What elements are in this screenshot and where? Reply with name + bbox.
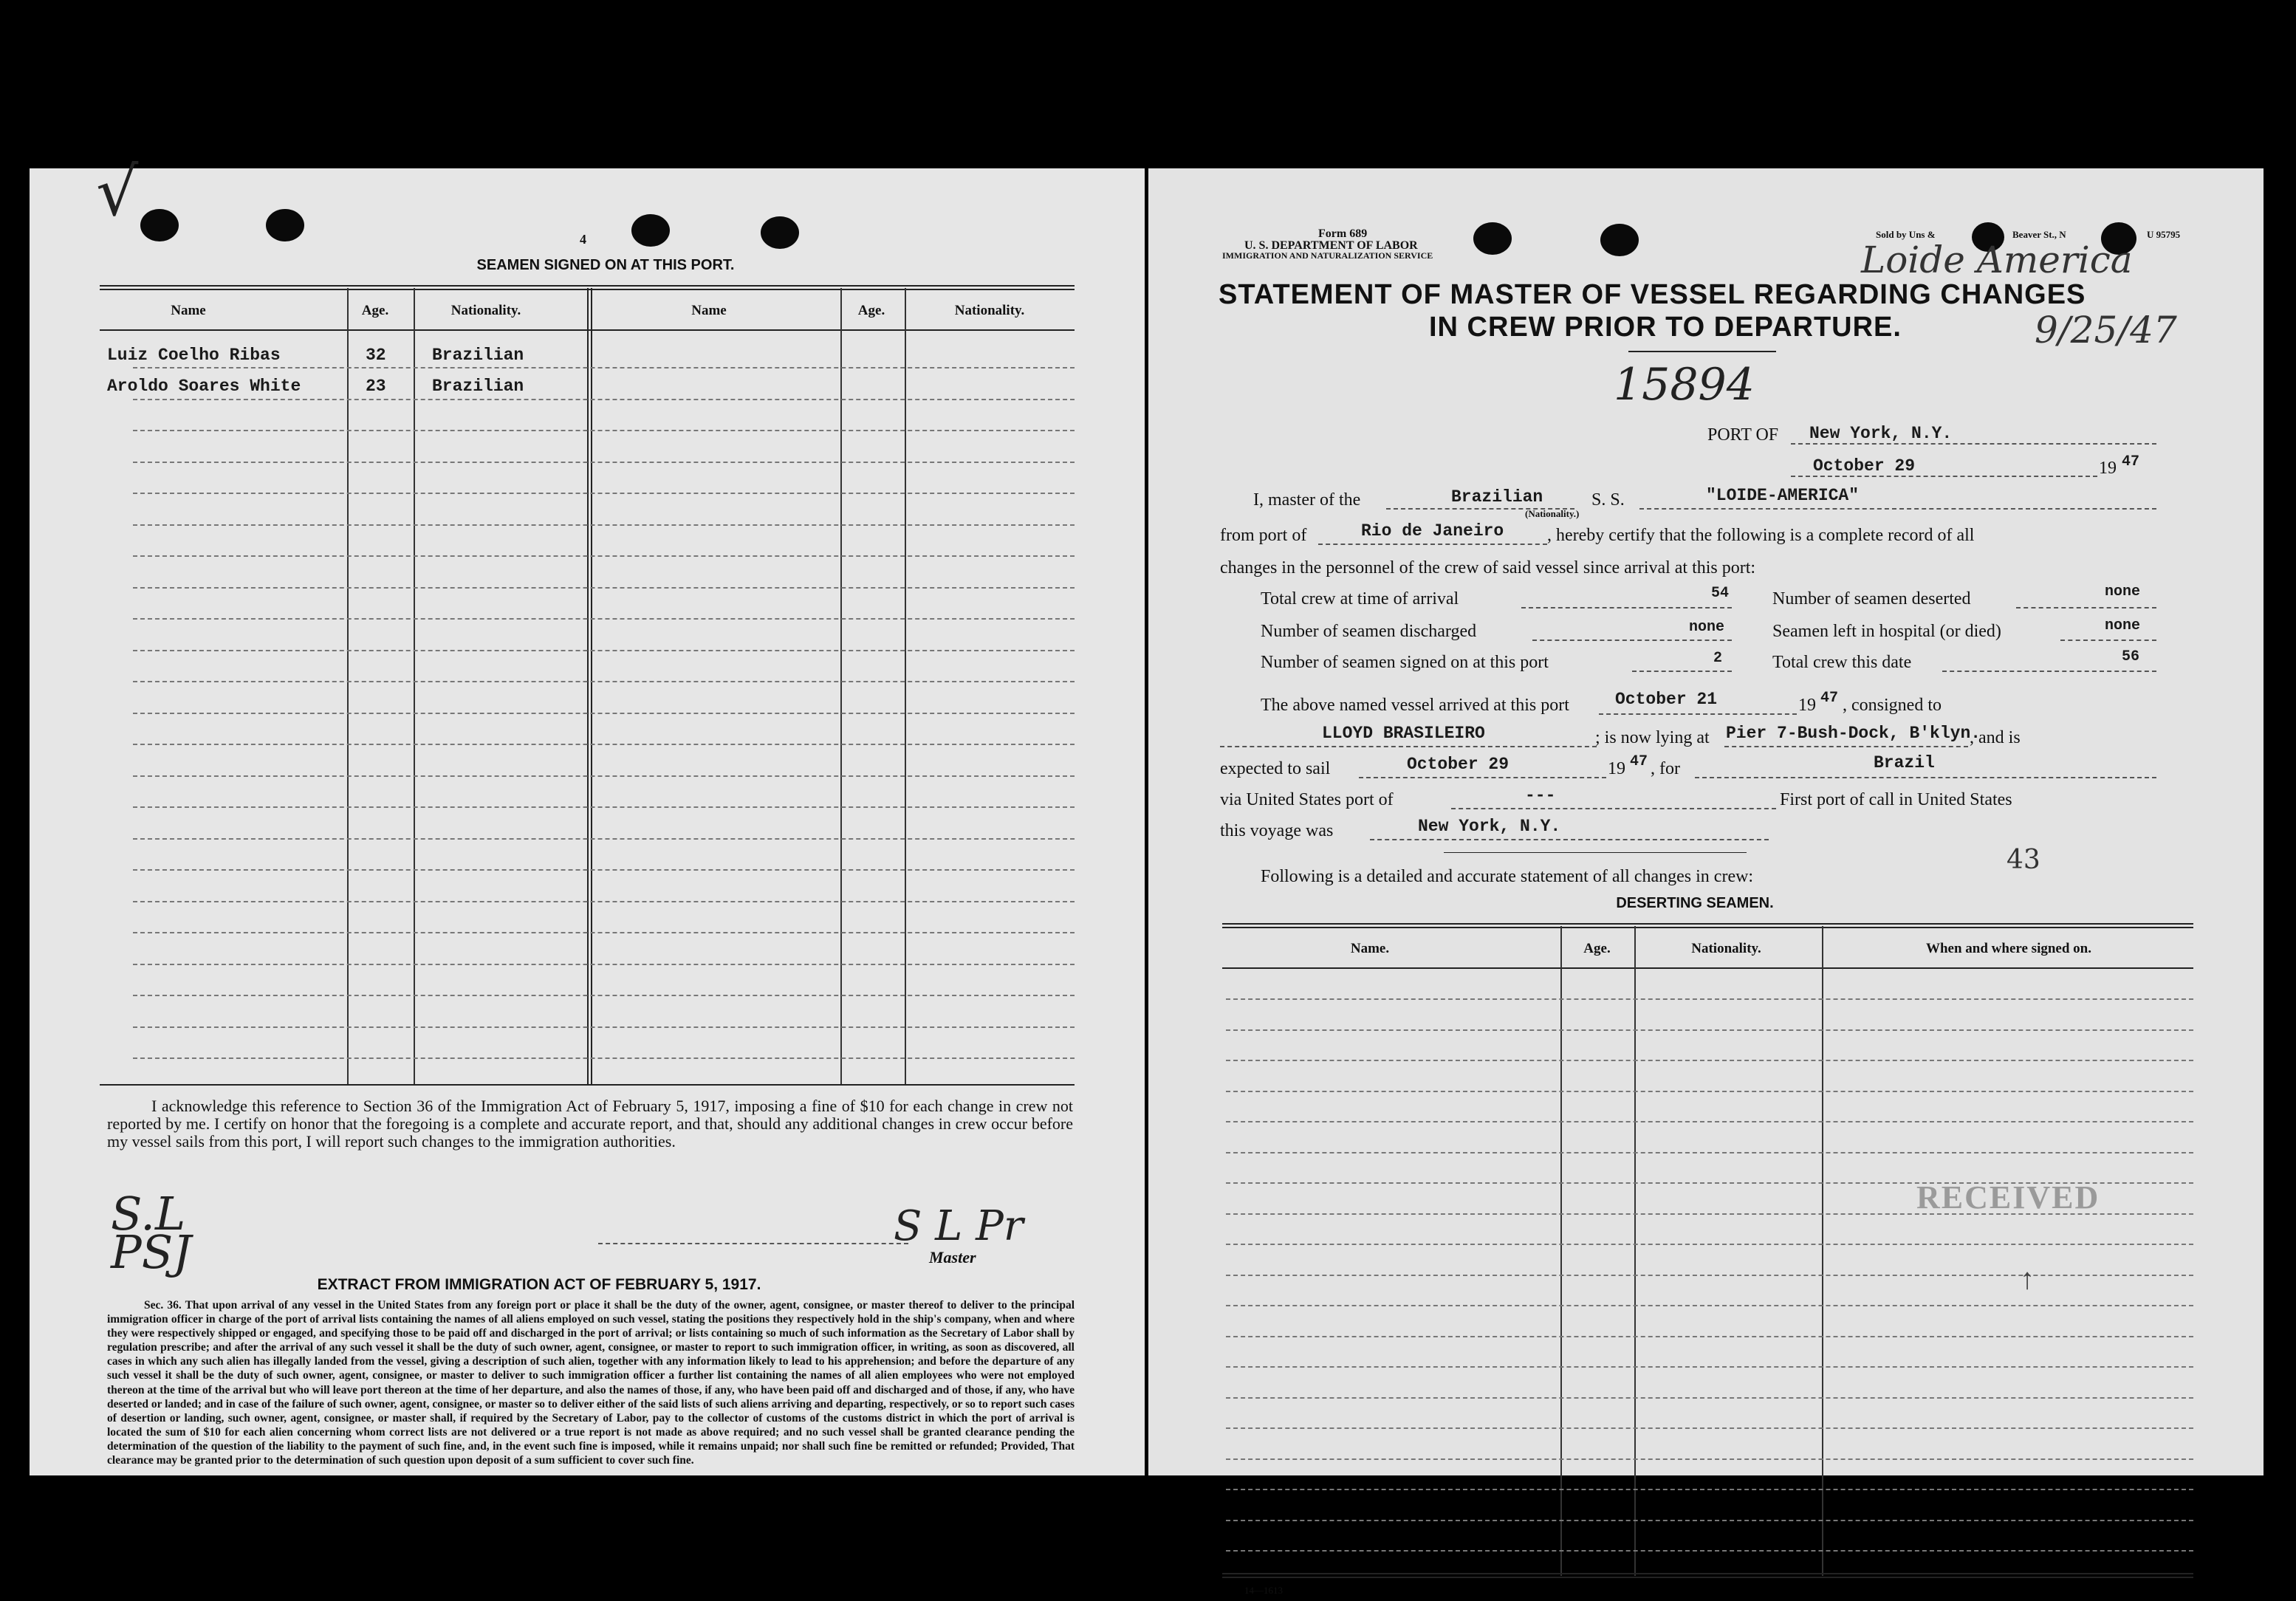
row-rule (133, 1026, 1075, 1028)
row-rule (1226, 1029, 2193, 1031)
year-prefix: 19 (2099, 459, 2117, 478)
row-rule (133, 1057, 1075, 1059)
discharged-value: none (1689, 619, 1725, 636)
seller: Sold by Uns & (1876, 229, 1936, 240)
from-port-value: Rio de Janeiro (1361, 521, 1504, 541)
deserted-label: Number of seamen deserted (1772, 589, 1971, 608)
year-value: 47 (2122, 453, 2140, 470)
deserted-value: none (2105, 583, 2141, 600)
punch-hole (140, 209, 179, 241)
row-rule (133, 932, 1075, 933)
row-rule (1226, 1397, 2193, 1399)
sail-year-prefix: 19 (1608, 759, 1625, 778)
row-rule (133, 838, 1075, 840)
total-crew-date-label: Total crew this date (1772, 653, 1912, 672)
hospital-label: Seamen left in hospital (or died) (1772, 622, 2001, 641)
row-rule (133, 524, 1075, 526)
arrived-date: October 21 (1615, 690, 1718, 709)
discharged-line (1532, 640, 1732, 641)
column-divider (347, 288, 349, 1086)
col-nationality: Nationality. (450, 303, 521, 318)
expected-label: expected to sail (1220, 759, 1331, 778)
total-crew-date-line (1942, 671, 2156, 672)
sail-date-line (1359, 777, 1606, 778)
punch-hole (1473, 222, 1512, 255)
row-rule (133, 775, 1075, 777)
signed-on-label: Number of seamen signed on at this port (1261, 653, 1549, 672)
deserting-bottom-rule (1222, 1573, 2193, 1578)
from-port-line (1318, 544, 1547, 545)
row-rule (133, 493, 1075, 494)
changes-text: changes in the personnel of the crew of said vessel since arrival at this port: (1220, 558, 1756, 577)
seaman-nationality: Brazilian (432, 346, 524, 365)
arrived-label: The above named vessel arrived at this port (1261, 696, 1569, 715)
ship-line (1639, 508, 2156, 510)
total-crew-arrival-value: 54 (1711, 585, 1730, 602)
master-label: Master (929, 1248, 976, 1266)
row-rule (1226, 1152, 2193, 1153)
for-label: , for (1651, 759, 1680, 778)
row-rule (1226, 1550, 2193, 1552)
consigned-label: , consigned to (1843, 696, 1942, 715)
punch-hole (266, 209, 304, 241)
seaman-name: Aroldo Soares White (107, 377, 301, 396)
punch-hole (1600, 224, 1639, 256)
form-title-line2: IN CREW PRIOR TO DEPARTURE. (1429, 312, 1902, 343)
master-of-label: I, master of the (1253, 490, 1361, 510)
signature: S L Pr (894, 1202, 1024, 1250)
hospital-line (2060, 640, 2156, 641)
column-divider (1822, 926, 1823, 1576)
row-rule (133, 650, 1075, 651)
form-code: U 95795 (2147, 229, 2181, 240)
row-rule (1226, 1244, 2193, 1245)
row-rule (1226, 1336, 2193, 1337)
sail-date: October 29 (1407, 755, 1509, 774)
ship-name: "LOIDE-AMERICA" (1706, 486, 1860, 505)
row-rule (1226, 1458, 2193, 1460)
arrow-mark: ↑ (2020, 1262, 2035, 1295)
row-rule (133, 462, 1075, 463)
column-divider (905, 288, 906, 1086)
total-crew-date-value: 56 (2122, 648, 2140, 665)
punch-hole (631, 214, 670, 247)
extract-text: Sec. 36. That upon arrival of any vessel in the United States from any foreign port or place it shall be the duty of the owner, agent, consignee, or master thereof to deliver to the principal immigration officer in charge of the port of arrival lists containing the names of all aliens employed on such vessel, stating the positions they respectively hold in the ship's company, when and where they were respectively shipped or engaged, and specifying those to be paid off and discharged in the port of arrival; or lists containing so much of such information as the Secretary of Labor shall by regulation prescribe; and after the arrival of any such vessel it shall be the duty of such owner, agent, consignee, or master to report to such immigration officer, in writing, as soon as discovered, all cases in which any such alien has illegally landed from the vessel, giving a description of such alien, together with any information likely to lead to his apprehension; and before the departure of any such vessel it shall be the duty of such owner, agent, consignee, or master to deliver to such immigration officer a further list containing the names of all alien employees who were not employed thereon at the time of the arrival but who will leave port thereon at the time of her departure, and also the names of those, if any, who have been paid off and discharged and of those, if any, who have deserted or landed; and in case of the failure of such owner, agent, consignee, or master so to deliver either of the said lists of such aliens arriving and departing, respectively, or so to report such cases of desertion or landing, such owner, agent, consignee, or master shall, if required by the Secretary of Labor, pay to the collector of customs of the customs district in which the port of arrival is located the sum of $10 for each alien concerning whom correct lists are not delivered or a true report is not made as above required; and no such vessel shall be granted clearance pending the determination of the question of the liability to the payment of such fine, and, in the event such fine is imposed, while it remains unpaid; nor shall such fine be remitted or refunded; Provided, That clearance may be granted prior to the determination of such question upon deposit of a sum sufficient to cover such fine. (107, 1299, 1075, 1467)
arrived-line (1599, 713, 1797, 715)
total-crew-arrival-line (1521, 607, 1732, 608)
form-title-line1: STATEMENT OF MASTER OF VESSEL REGARDING CHANGES (1219, 279, 2086, 310)
deserted-line (2016, 607, 2156, 608)
port-of-label: PORT OF (1707, 425, 1779, 445)
column-divider (1634, 926, 1636, 1576)
certify-text: , hereby certify that the following is a complete record of all (1547, 526, 1975, 545)
discharged-label: Number of seamen discharged (1261, 622, 1477, 641)
row-rule (133, 399, 1075, 400)
left-page (30, 154, 1145, 1475)
handwritten-number: 15894 (1614, 359, 1755, 411)
initials: S.L PSJ (111, 1187, 192, 1279)
lying-value: Pier 7-Bush-Dock, B'klyn. (1726, 724, 1981, 743)
row-rule (133, 430, 1075, 431)
nationality-caption: (Nationality.) (1525, 508, 1580, 519)
date-line (1791, 476, 2097, 477)
col-nationality: Nationality. (1691, 941, 1761, 956)
row-rule (133, 901, 1075, 902)
signed-on-value: 2 (1713, 650, 1723, 667)
col-age: Age. (857, 303, 885, 318)
col-age: Age. (361, 303, 389, 318)
row-rule (133, 367, 1075, 368)
handwritten-date: 9/25/47 (2035, 309, 2177, 352)
via-label: via United States port of (1220, 790, 1394, 809)
arrived-year: 47 (1820, 690, 1839, 707)
and-is: , and is (1970, 728, 2021, 747)
for-line (1695, 777, 2156, 778)
column-divider (1560, 926, 1562, 1576)
row-rule (133, 713, 1075, 714)
row-rule (1226, 1489, 2193, 1490)
column-divider (840, 288, 842, 1086)
seaman-age: 23 (366, 377, 386, 396)
extract-title: EXTRACT FROM IMMIGRATION ACT OF FEBRUARY 5, 1917. (317, 1276, 761, 1293)
total-crew-arrival-label: Total crew at time of arrival (1261, 589, 1459, 608)
seaman-nationality: Brazilian (432, 377, 524, 396)
from-port-label: from port of (1220, 526, 1307, 545)
col-name: Name (171, 303, 206, 318)
via-value: --- (1525, 786, 1556, 805)
row-rule (133, 587, 1075, 589)
deserting-top-rule (1222, 923, 2193, 928)
row-rule (1226, 1520, 2193, 1521)
voyage-line (1370, 839, 1769, 840)
row-rule (133, 995, 1075, 996)
port-of-value: New York, N.Y. (1809, 424, 1953, 443)
hospital-value: none (2105, 617, 2141, 634)
row-rule (1226, 998, 2193, 1000)
consignee-line (1220, 746, 1597, 747)
table-bottom-rule (100, 1084, 1075, 1086)
following-text: Following is a detailed and accurate statement of all changes in crew: (1261, 867, 1754, 886)
consignee: LLOYD BRASILEIRO (1322, 724, 1485, 743)
voyage-label: this voyage was (1220, 821, 1334, 840)
signature-line (598, 1243, 908, 1244)
for-value: Brazil (1874, 753, 1935, 772)
sail-year: 47 (1630, 753, 1648, 770)
seller-address: Beaver St., N (2012, 229, 2066, 240)
via-line (1451, 808, 1776, 809)
row-rule (133, 555, 1075, 557)
row-rule (1226, 1091, 2193, 1092)
row-rule (1226, 1427, 2193, 1429)
row-rule (133, 964, 1075, 965)
title-underline (1628, 351, 1776, 352)
handwritten-43: 43 (2007, 845, 2040, 875)
deserting-header-rule (1222, 967, 2193, 969)
row-rule (133, 806, 1075, 808)
lying-label: ; is now lying at (1595, 728, 1710, 747)
signed-on-line (1632, 671, 1732, 672)
column-divider (414, 288, 415, 1086)
seaman-name: Luiz Coelho Ribas (107, 346, 281, 365)
lying-line (1724, 746, 1968, 747)
row-rule (1226, 1060, 2193, 1061)
footer-code: 14—1613 (1244, 1585, 1283, 1596)
page-number: 4 (580, 232, 586, 247)
column-divider (587, 288, 592, 1086)
deserting-title: DESERTING SEAMEN. (1616, 895, 1774, 911)
row-rule (1226, 1275, 2193, 1276)
col-nationality: Nationality. (954, 303, 1025, 318)
col-when-where: When and where signed on. (1925, 941, 2091, 956)
received-stamp: RECEIVED (1916, 1179, 2100, 1216)
separator (1444, 852, 1747, 853)
row-rule (133, 618, 1075, 620)
seaman-age: 32 (366, 346, 386, 365)
check-mark: √ (96, 154, 139, 231)
col-name: Name. (1350, 941, 1390, 956)
arrived-year-prefix: 19 (1798, 696, 1816, 715)
voyage-value: New York, N.Y. (1418, 817, 1561, 836)
table-title: SEAMEN SIGNED ON AT THIS PORT. (476, 257, 735, 273)
date-value: October 29 (1813, 456, 1916, 476)
port-of-line (1791, 443, 2156, 445)
col-name: Name (691, 303, 727, 318)
row-rule (133, 869, 1075, 871)
row-rule (133, 681, 1075, 682)
department: U. S. DEPARTMENT OF LABOR (1244, 239, 1418, 252)
form-number: Form 689 (1318, 227, 1368, 240)
row-rule (133, 744, 1075, 745)
ss-label: S. S. (1591, 490, 1625, 510)
row-rule (1226, 1366, 2193, 1368)
first-port-label: First port of call in United States (1780, 790, 2012, 809)
row-rule (1226, 1305, 2193, 1306)
service: IMMIGRATION AND NATURALIZATION SERVICE (1222, 250, 1433, 261)
nationality-value: Brazilian (1451, 487, 1543, 507)
col-age: Age. (1583, 941, 1611, 956)
acknowledgement: I acknowledge this reference to Section 36 of the Immigration Act of February 5, 1917, imposing a fine of $10 for each change in crew not reported by me. I certify on honor that the foregoing is a complete and accurate report, and that, should any additional changes in crew occur before my vessel sails from this port, I will report such changes to the immigration authorities. (107, 1097, 1073, 1151)
handwritten-ship: Loide America (1861, 239, 2133, 281)
right-page (1148, 168, 2264, 1596)
row-rule (1226, 1121, 2193, 1122)
punch-hole (761, 216, 799, 249)
